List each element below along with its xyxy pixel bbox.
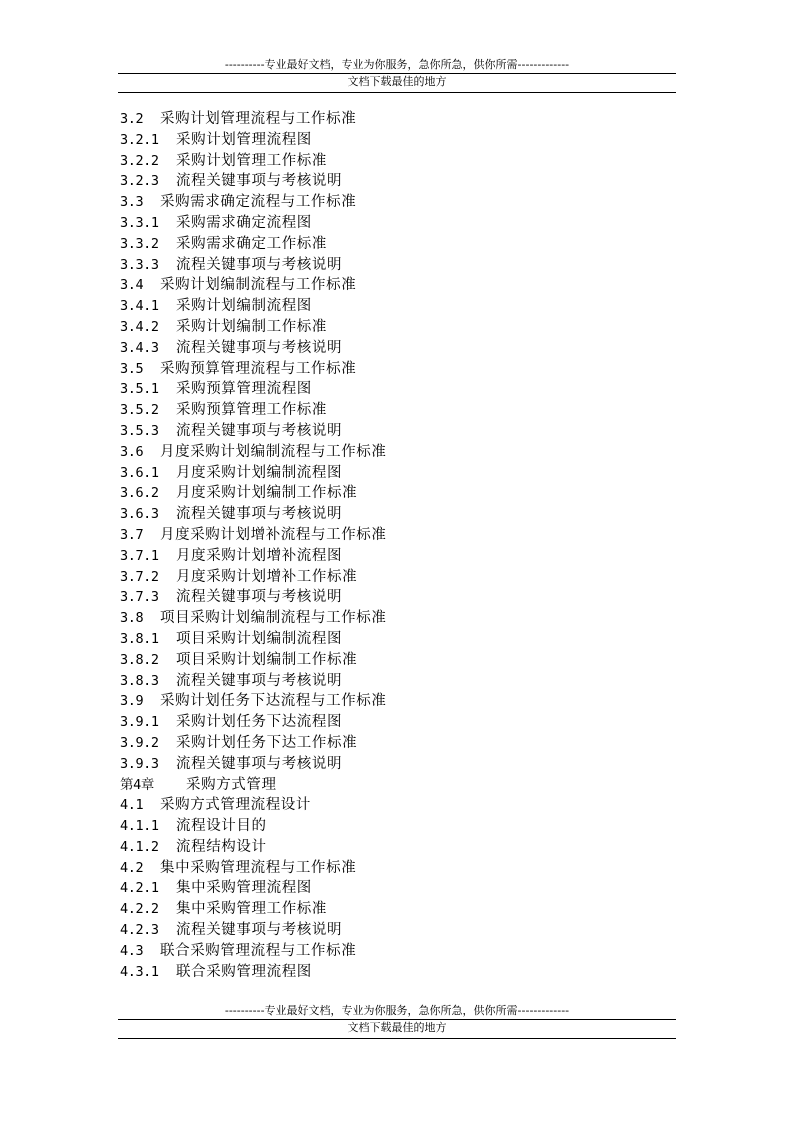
- toc-entry[interactable]: [120, 650, 387, 671]
- toc-entry[interactable]: [120, 671, 387, 692]
- toc-entry[interactable]: [120, 878, 387, 899]
- toc-entry[interactable]: [120, 546, 387, 567]
- toc-entry-number: 4.2.1: [120, 880, 159, 897]
- toc-entry-number: 4.2.2: [120, 901, 159, 918]
- toc-entry[interactable]: [120, 504, 387, 525]
- toc-entry[interactable]: [120, 359, 387, 380]
- toc-entry-title: 集中采购管理工作标准: [176, 901, 327, 918]
- toc-entry-number: 4.2: [120, 859, 144, 876]
- toc-entry-title: 流程设计目的: [176, 818, 267, 835]
- toc-entry-number: 第4章: [120, 776, 154, 793]
- toc-entry-title: 流程关键事项与考核说明: [176, 422, 343, 439]
- toc-entry-title: 采购计划任务下达流程图: [176, 714, 343, 731]
- toc-entry[interactable]: [120, 608, 387, 629]
- toc-entry-number: 3.4.2: [120, 318, 159, 335]
- toc-entry-number: 4.1.2: [120, 838, 159, 855]
- toc-entry[interactable]: [120, 109, 387, 130]
- toc-entry-number: 3.6: [120, 443, 144, 460]
- toc-entry-number: 4.3: [120, 942, 144, 959]
- toc-entry[interactable]: [120, 941, 387, 962]
- toc-entry[interactable]: [120, 151, 387, 172]
- toc-entry-title: 流程关键事项与考核说明: [176, 589, 343, 606]
- toc-entry[interactable]: [120, 816, 387, 837]
- toc-entry-number: 3.7.3: [120, 589, 159, 606]
- header-slogan: ----------专业最好文档，专业为你服务，急你所急，供你所需-------------: [118, 58, 676, 74]
- toc-entry[interactable]: [120, 587, 387, 608]
- toc-entry-number: 3.2: [120, 111, 144, 127]
- toc-entry-title: 项目采购计划编制工作标准: [176, 651, 358, 668]
- toc-entry[interactable]: [120, 962, 387, 983]
- toc-entry-title: 采购计划编制流程与工作标准: [160, 277, 357, 294]
- toc-entry[interactable]: [120, 483, 387, 504]
- toc-entry[interactable]: [120, 775, 387, 796]
- toc-entry-title: 采购计划管理流程图: [176, 131, 312, 148]
- toc-entry[interactable]: [120, 754, 387, 775]
- toc-entry-number: 3.8.3: [120, 672, 159, 689]
- toc-entry-number: 3.3.2: [120, 235, 159, 252]
- toc-entry-title: 项目采购计划编制流程与工作标准: [160, 610, 387, 627]
- toc-entry-title: 采购计划编制工作标准: [176, 318, 327, 335]
- toc-entry-title: 采购计划管理流程与工作标准: [160, 111, 357, 127]
- toc-entry[interactable]: [120, 317, 387, 338]
- toc-entry-title: 集中采购管理流程图: [176, 880, 312, 897]
- toc-entry[interactable]: [120, 192, 387, 213]
- toc-entry[interactable]: [120, 234, 387, 255]
- toc-entry-number: 3.3: [120, 194, 144, 211]
- toc-entry[interactable]: [120, 255, 387, 276]
- header-subtitle: 文档下载最佳的地方: [118, 74, 676, 93]
- toc-entry[interactable]: [120, 837, 387, 858]
- toc-entry-number: 3.5.1: [120, 381, 159, 398]
- toc-entry-number: 3.8.1: [120, 630, 159, 647]
- toc-entry-number: 4.1.1: [120, 818, 159, 835]
- toc-entry-number: 3.8: [120, 610, 144, 627]
- toc-entry-number: 4.3.1: [120, 963, 159, 980]
- toc-entry-number: 3.4.3: [120, 339, 159, 356]
- toc-entry-number: 4.2.3: [120, 922, 159, 939]
- toc-entry[interactable]: [120, 629, 387, 650]
- toc-entry-title: 采购方式管理: [186, 776, 277, 793]
- toc-entry[interactable]: [120, 691, 387, 712]
- toc-entry-title: 月度采购计划增补工作标准: [176, 568, 358, 585]
- footer-subtitle: 文档下载最佳的地方: [118, 1020, 676, 1039]
- toc-entry-number: 3.7.2: [120, 568, 159, 585]
- toc-entry-number: 3.2.1: [120, 131, 159, 148]
- toc-entry-number: 3.4: [120, 277, 144, 294]
- toc-entry-title: 采购需求确定流程图: [176, 214, 312, 231]
- toc-entry[interactable]: [120, 525, 387, 546]
- toc-entry[interactable]: [120, 379, 387, 400]
- toc-entry[interactable]: [120, 130, 387, 151]
- toc-entry-title: 月度采购计划编制流程图: [176, 464, 343, 481]
- toc-entry[interactable]: [120, 421, 387, 442]
- toc-entry-number: 3.7: [120, 526, 144, 543]
- toc-entry-number: 3.5.2: [120, 402, 159, 419]
- toc-entry-number: 3.9.3: [120, 755, 159, 772]
- toc-entry-title: 采购预算管理流程图: [176, 381, 312, 398]
- toc-entry[interactable]: [120, 400, 387, 421]
- footer-slogan: ----------专业最好文档，专业为你服务，急你所急，供你所需-------------: [118, 1004, 676, 1020]
- toc-entry-title: 采购预算管理流程与工作标准: [160, 360, 357, 377]
- toc-entry-title: 联合采购管理流程图: [176, 963, 312, 980]
- toc-entry-title: 联合采购管理流程与工作标准: [160, 942, 357, 959]
- toc-entry[interactable]: [120, 171, 387, 192]
- toc-entry-title: 采购方式管理流程设计: [160, 797, 311, 814]
- toc-entry-title: 月度采购计划编制流程与工作标准: [160, 443, 387, 460]
- toc-entry-title: 采购计划编制流程图: [176, 298, 312, 315]
- toc-entry[interactable]: [120, 213, 387, 234]
- toc-entry-title: 流程关键事项与考核说明: [176, 173, 343, 190]
- toc-entry-title: 月度采购计划增补流程图: [176, 547, 343, 564]
- toc-entry[interactable]: [120, 442, 387, 463]
- toc-entry-title: 流程关键事项与考核说明: [176, 755, 343, 772]
- toc-entry-title: 月度采购计划编制工作标准: [176, 485, 358, 502]
- toc-entry-number: 3.6.2: [120, 485, 159, 502]
- toc-entry[interactable]: [120, 338, 387, 359]
- toc-entry[interactable]: [120, 899, 387, 920]
- toc-entry-title: 流程关键事项与考核说明: [176, 256, 343, 273]
- toc-entry-number: 3.3.1: [120, 214, 159, 231]
- toc-entry[interactable]: [120, 858, 387, 879]
- page-header: [118, 58, 676, 93]
- page-footer: [118, 1004, 676, 1039]
- toc-entry[interactable]: [120, 920, 387, 941]
- toc-entry-title: 流程关键事项与考核说明: [176, 672, 343, 689]
- toc-entry-title: 采购需求确定流程与工作标准: [160, 194, 357, 211]
- toc-entry[interactable]: [120, 733, 387, 754]
- toc-entry-title: 流程关键事项与考核说明: [176, 922, 343, 939]
- toc-entry[interactable]: [120, 567, 387, 588]
- toc-entry-number: 3.9: [120, 693, 144, 710]
- toc-entry-title: 项目采购计划编制流程图: [176, 630, 343, 647]
- toc-entry-number: 3.2.2: [120, 152, 159, 169]
- toc-entry-title: 采购需求确定工作标准: [176, 235, 327, 252]
- toc-entry-title: 流程关键事项与考核说明: [176, 339, 343, 356]
- toc-entry-number: 3.2.3: [120, 173, 159, 190]
- toc-entry-number: 3.6.3: [120, 506, 159, 523]
- toc-entry-title: 月度采购计划增补流程与工作标准: [160, 526, 387, 543]
- toc-entry-number: 3.6.1: [120, 464, 159, 481]
- toc-entry-number: 3.4.1: [120, 298, 159, 315]
- toc-entry-title: 采购预算管理工作标准: [176, 402, 327, 419]
- toc-entry-number: 3.5: [120, 360, 144, 377]
- toc-entry-number: 4.1: [120, 797, 144, 814]
- toc-entry-number: 3.5.3: [120, 422, 159, 439]
- table-of-contents: [120, 109, 387, 982]
- toc-entry-title: 集中采购管理流程与工作标准: [160, 859, 357, 876]
- toc-entry-title: 流程结构设计: [176, 838, 267, 855]
- toc-entry-number: 3.3.3: [120, 256, 159, 273]
- toc-entry[interactable]: [120, 463, 387, 484]
- toc-entry-number: 3.8.2: [120, 651, 159, 668]
- toc-entry[interactable]: [120, 712, 387, 733]
- toc-entry-title: 采购计划任务下达流程与工作标准: [160, 693, 387, 710]
- toc-entry[interactable]: [120, 795, 387, 816]
- toc-entry-title: 采购计划任务下达工作标准: [176, 734, 358, 751]
- toc-entry[interactable]: [120, 275, 387, 296]
- toc-entry-number: 3.9.1: [120, 714, 159, 731]
- toc-entry-title: 采购计划管理工作标准: [176, 152, 327, 169]
- toc-entry-number: 3.9.2: [120, 734, 159, 751]
- toc-entry[interactable]: [120, 296, 387, 317]
- toc-entry-number: 3.7.1: [120, 547, 159, 564]
- toc-entry-title: 流程关键事项与考核说明: [176, 506, 343, 523]
